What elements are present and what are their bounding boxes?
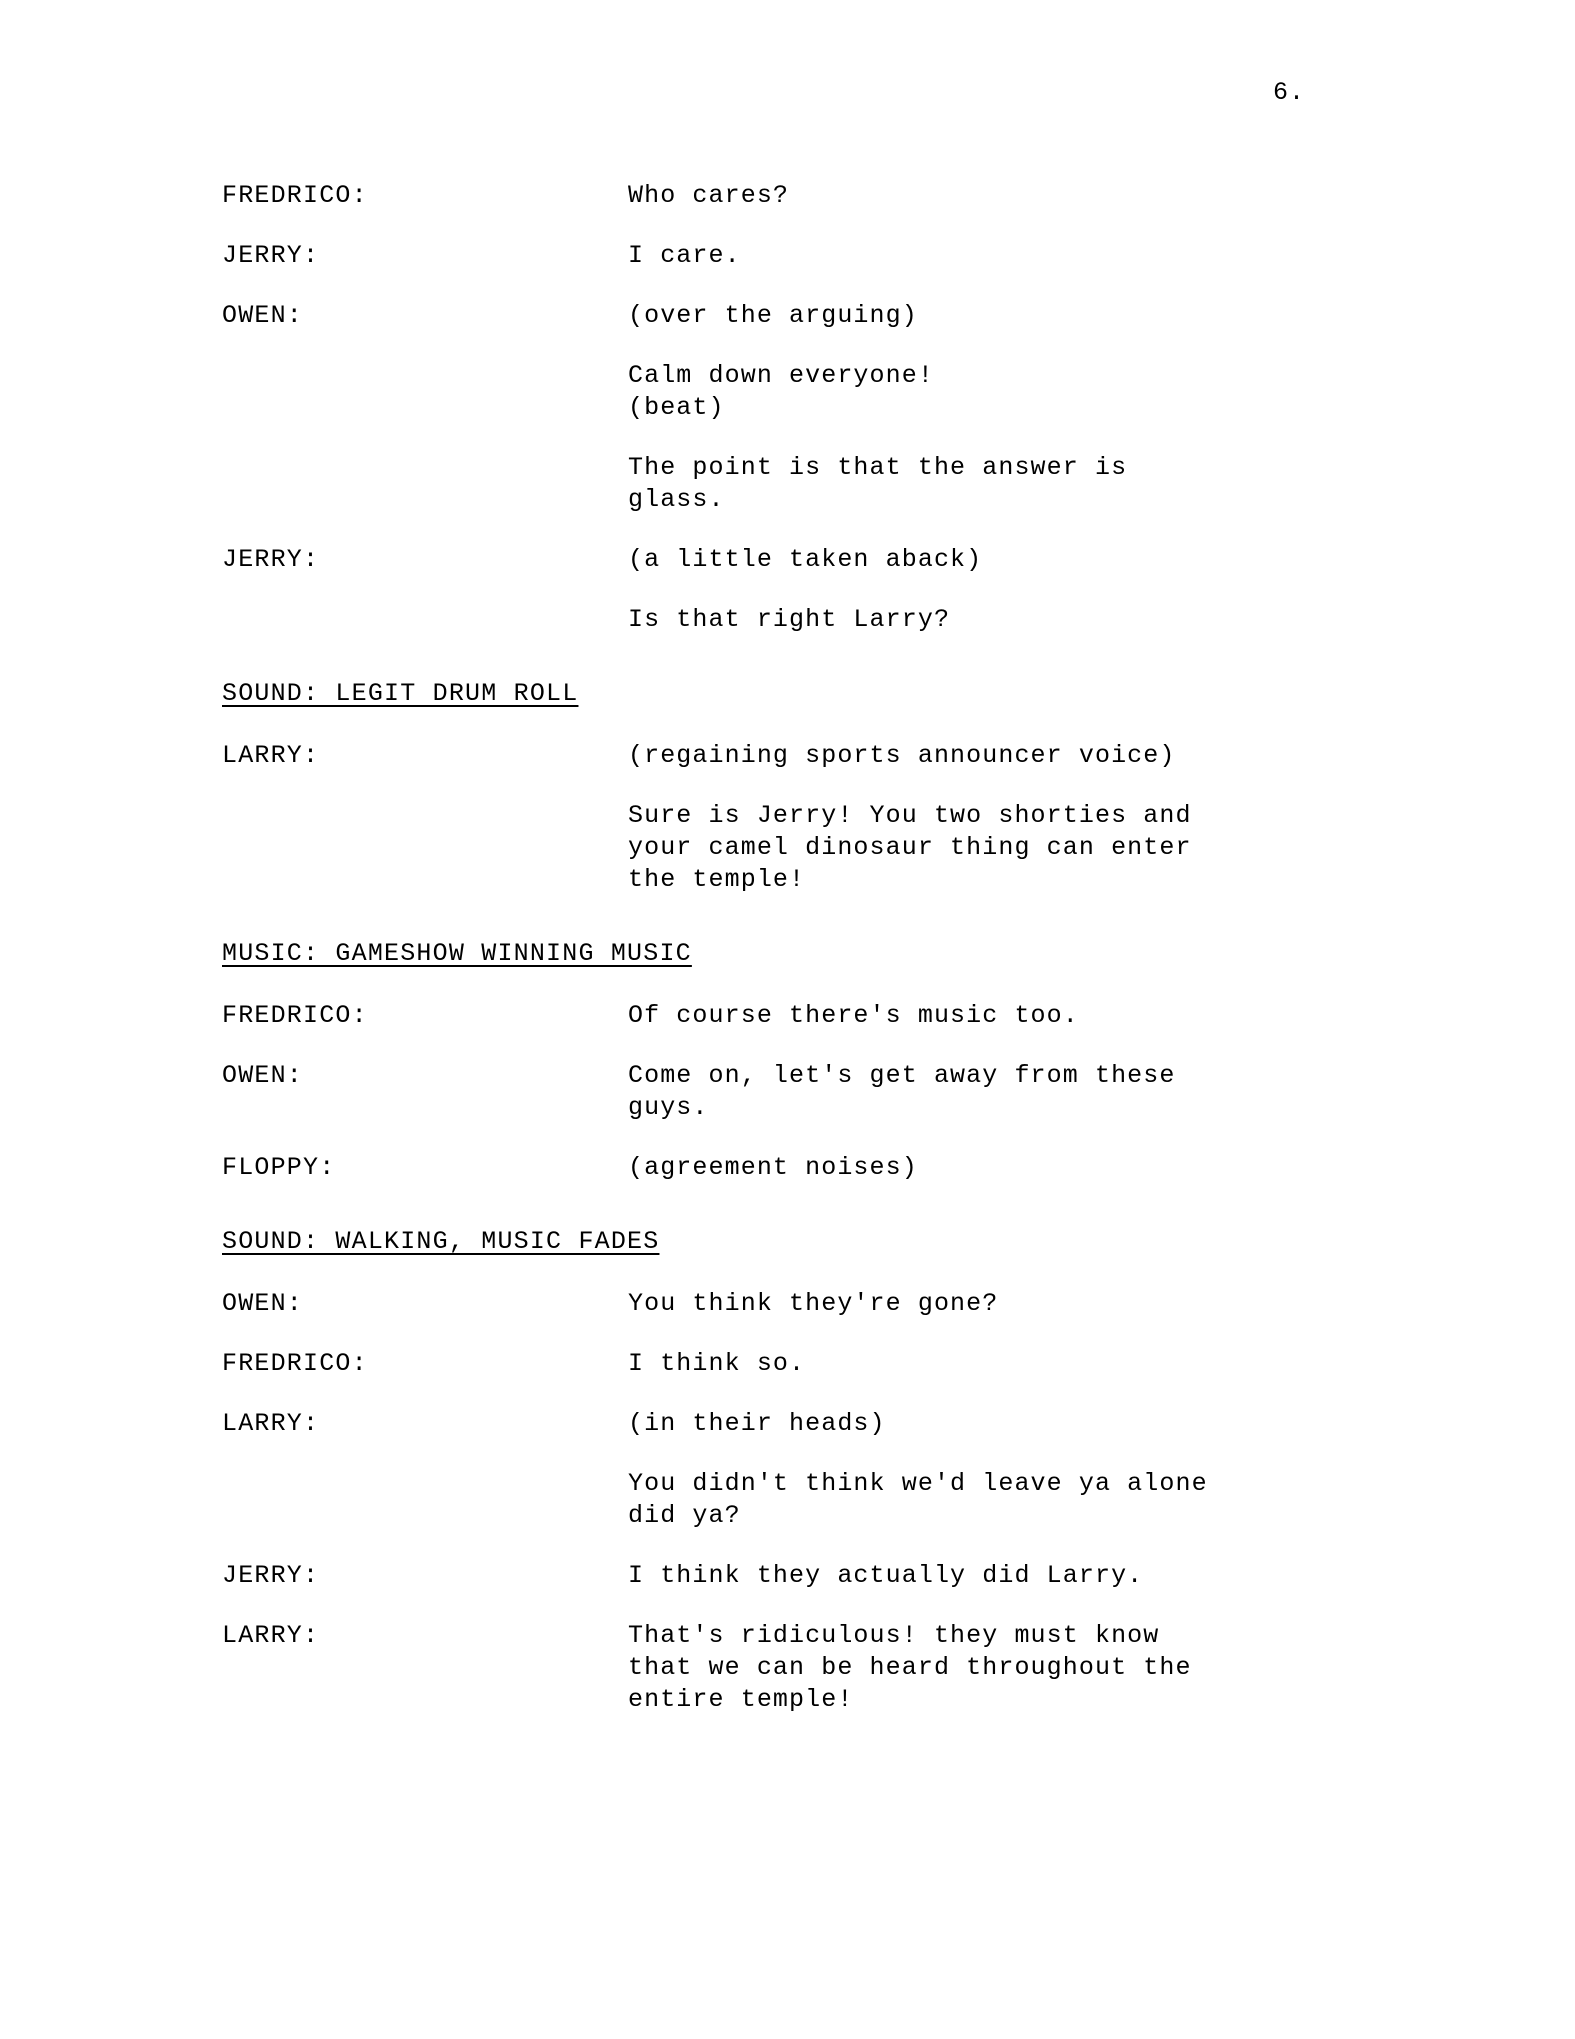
dialogue-lines [628, 1408, 1342, 1532]
dialogue-paragraph [628, 544, 1342, 576]
page-number: 6. [1272, 78, 1305, 107]
dialogue-paragraph [628, 1560, 1342, 1592]
character-name: JERRY: [222, 1561, 320, 1590]
dialogue-line: did ya? [628, 1501, 741, 1530]
dialogue-paragraph [628, 1468, 1342, 1532]
dialogue-block [222, 240, 1342, 272]
dialogue-block [222, 1152, 1342, 1184]
dialogue-line: (agreement noises) [628, 1153, 918, 1182]
character-name: OWEN: [222, 301, 304, 330]
dialogue-line: (regaining sports announcer voice) [628, 741, 1176, 770]
dialogue-block [222, 740, 1342, 896]
sound-cue-row [222, 938, 1342, 1000]
dialogue-lines [628, 300, 1342, 516]
dialogue-line: the temple! [628, 865, 806, 894]
dialogue-line: (a little taken aback) [628, 545, 983, 574]
dialogue-line: glass. [628, 485, 725, 514]
dialogue-line: That's ridiculous! they must know [628, 1621, 1160, 1650]
character-name: FREDRICO: [222, 1349, 368, 1378]
character-name: OWEN: [222, 1061, 304, 1090]
character-name: FREDRICO: [222, 1001, 368, 1030]
dialogue-lines [628, 544, 1342, 636]
dialogue-line: guys. [628, 1093, 709, 1122]
dialogue-paragraph [628, 452, 1342, 516]
dialogue-lines [628, 1000, 1342, 1032]
dialogue-paragraph [628, 740, 1342, 772]
dialogue-line: Is that right Larry? [628, 605, 951, 634]
dialogue-line: that we can be heard throughout the [628, 1653, 1192, 1682]
dialogue-block [222, 1288, 1342, 1320]
dialogue-block [222, 1560, 1342, 1592]
dialogue-paragraph [628, 240, 1342, 272]
sound-cue: SOUND: LEGIT DRUM ROLL [222, 679, 579, 708]
dialogue-paragraph [628, 1408, 1342, 1440]
sound-cue: MUSIC: GAMESHOW WINNING MUSIC [222, 939, 692, 968]
dialogue-paragraph [628, 360, 1342, 424]
character-name: JERRY: [222, 545, 320, 574]
dialogue-block [222, 544, 1342, 636]
dialogue-block [222, 1060, 1342, 1124]
dialogue-paragraph [628, 1348, 1342, 1380]
dialogue-lines [628, 1620, 1342, 1716]
dialogue-paragraph [628, 1152, 1342, 1184]
dialogue-paragraph [628, 1000, 1342, 1032]
dialogue-line: entire temple! [628, 1685, 854, 1714]
dialogue-block [222, 1408, 1342, 1532]
dialogue-lines [628, 1152, 1342, 1184]
dialogue-paragraph [628, 604, 1342, 636]
dialogue-line: (in their heads) [628, 1409, 886, 1438]
dialogue-line: I think so. [628, 1349, 806, 1378]
dialogue-line: The point is that the answer is [628, 453, 1128, 482]
dialogue-lines [628, 1060, 1342, 1124]
dialogue-line: Come on, let's get away from these [628, 1061, 1176, 1090]
dialogue-block [222, 300, 1342, 516]
dialogue-paragraph [628, 1060, 1342, 1124]
dialogue-line: I care. [628, 241, 741, 270]
dialogue-lines [628, 180, 1342, 212]
dialogue-block [222, 180, 1342, 212]
dialogue-line: You didn't think we'd leave ya alone [628, 1469, 1208, 1498]
character-name: LARRY: [222, 741, 320, 770]
character-name: FLOPPY: [222, 1153, 336, 1182]
dialogue-lines [628, 1560, 1342, 1592]
dialogue-line: I think they actually did Larry. [628, 1561, 1144, 1590]
dialogue-line: Who cares? [628, 181, 790, 210]
character-name: FREDRICO: [222, 181, 368, 210]
dialogue-paragraph [628, 180, 1342, 212]
dialogue-lines [628, 1348, 1342, 1380]
sound-cue-row [222, 678, 1342, 740]
dialogue-lines [628, 240, 1342, 272]
dialogue-line: (over the arguing) [628, 301, 918, 330]
dialogue-line: Calm down everyone! [628, 361, 934, 390]
dialogue-paragraph [628, 300, 1342, 332]
character-name: LARRY: [222, 1409, 320, 1438]
dialogue-lines [628, 1288, 1342, 1320]
character-name: LARRY: [222, 1621, 320, 1650]
dialogue-line: Sure is Jerry! You two shorties and [628, 801, 1192, 830]
dialogue-line: (beat) [628, 393, 725, 422]
dialogue-paragraph [628, 1620, 1342, 1716]
sound-cue-row [222, 1226, 1342, 1288]
dialogue-line: Of course there's music too. [628, 1001, 1079, 1030]
script-body [222, 180, 1342, 1744]
dialogue-line: your camel dinosaur thing can enter [628, 833, 1192, 862]
sound-cue: SOUND: WALKING, MUSIC FADES [222, 1227, 660, 1256]
character-name: JERRY: [222, 241, 320, 270]
dialogue-block [222, 1348, 1342, 1380]
dialogue-block [222, 1000, 1342, 1032]
character-name: OWEN: [222, 1289, 304, 1318]
dialogue-paragraph [628, 800, 1342, 896]
dialogue-lines [628, 740, 1342, 896]
dialogue-paragraph [628, 1288, 1342, 1320]
dialogue-block [222, 1620, 1342, 1716]
dialogue-line: You think they're gone? [628, 1289, 999, 1318]
